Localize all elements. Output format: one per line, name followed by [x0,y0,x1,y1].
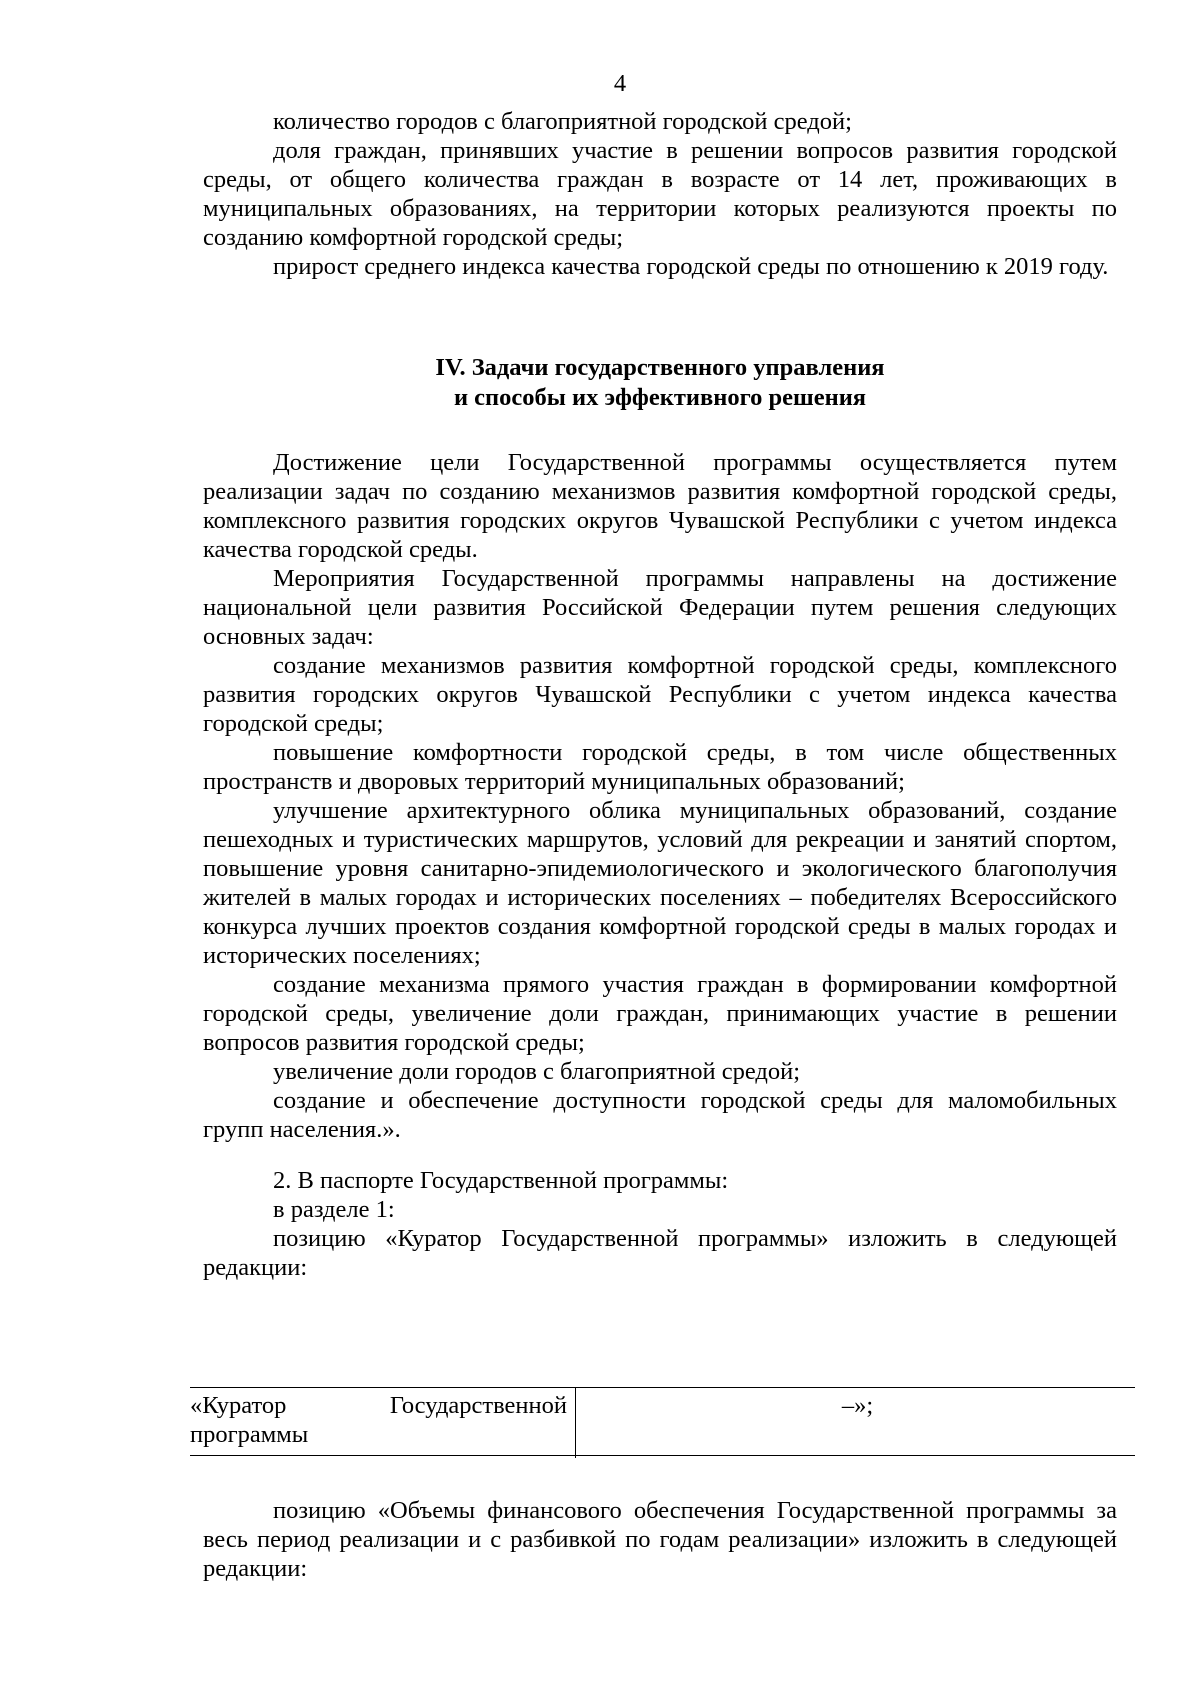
heading-line-1: IV. Задачи государственного управления [435,354,885,381]
curator-table [190,1387,1135,1456]
paragraph-14: позицию «Куратор Государственной программы» изложить в следующей редакции: [203,1225,1117,1281]
paragraph-6: создание механизмов развития комфортной городской среды, комплексного развития городских округов Чувашской Республики с учетом индекса качества городской среды; [203,652,1117,737]
paragraph-3: прирост среднего индекса качества городской среды по отношению к 2019 году. [273,253,1109,280]
paragraph-11: создание и обеспечение доступности городской среды для маломобильных групп населения.». [203,1087,1117,1143]
heading-line-2: и способы их эффективного решения [453,384,867,411]
paragraph-9: создание механизма прямого участия граждан в формировании комфортной городской среды, увеличение доли граждан, принимающих участие в решении вопросов развития городской среды; [203,971,1117,1056]
paragraph-12: 2. В паспорте Государственной программы: [273,1167,729,1194]
paragraph-1: количество городов с благоприятной городской средой; [273,108,852,135]
table-cell-label [190,1388,576,1458]
paragraph-10: увеличение доли городов с благоприятной средой; [273,1058,801,1085]
paragraph-13: в разделе 1: [273,1196,395,1223]
table-label-word-2: Государственной [389,1392,567,1419]
table-label-word-1: «Куратор [190,1392,287,1419]
paragraph-5: Мероприятия Государственной программы направлены на достижение национальной цели развития Российской Федерации путем решения следующих основных задач: [203,565,1117,650]
page-number: 4 [613,70,627,97]
paragraph-2: доля граждан, принявших участие в решении вопросов развития городской среды, от общего количества граждан в возрасте от 14 лет, проживающих в муниципальных образованиях, на территории которых реализуются проекты по созданию комфортной городской среды; [203,137,1117,251]
table-label-line-2: программы [190,1421,309,1448]
paragraph-7: повышение комфортности городской среды, в том числе общественных пространств и дворовых территорий муниципальных образований; [203,739,1117,795]
section-heading [203,353,1117,413]
paragraph-4: Достижение цели Государственной программы осуществляется путем реализации задач по созданию механизмов развития комфортной городской среды, комплексного развития городских округов Чувашской Республики с учетом индекса качества городской среды. [203,449,1117,563]
paragraph-8: улучшение архитектурного облика муниципальных образований, создание пешеходных и туристических маршрутов, условий для рекреации и занятий спортом, повышение уровня санитарно-эпидемиологического и экологического благополучия жителей в малых городах и исторических поселениях – победителях Всероссийского конкурса лучших проектов создания комфортной городской среды в малых городах и исторических поселениях; [203,797,1117,969]
table-cell-value: –»; [841,1392,874,1419]
paragraph-15: позицию «Объемы финансового обеспечения Государственной программы за весь период реализации и с разбивкой по годам реализации» изложить в следующей редакции: [203,1497,1117,1582]
